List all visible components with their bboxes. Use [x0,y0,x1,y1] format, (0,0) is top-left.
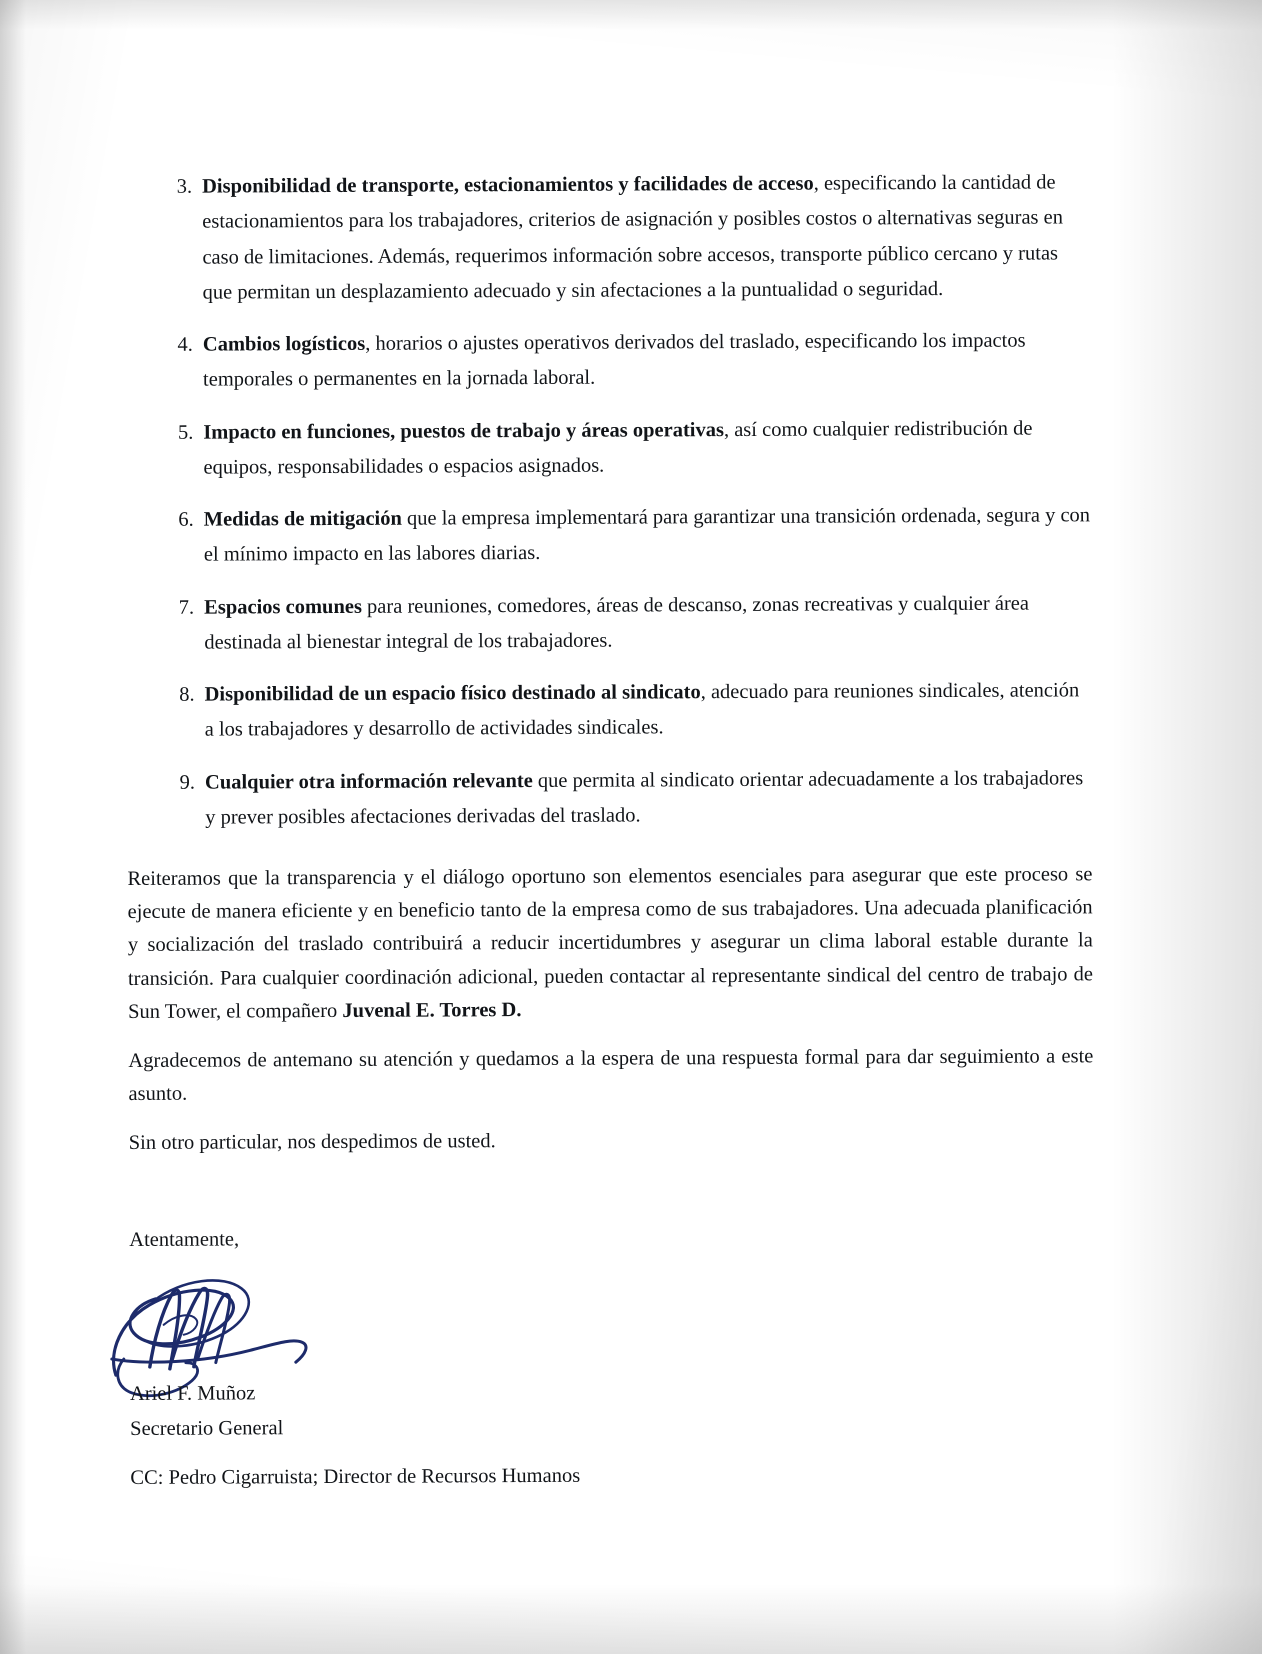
list-item-bold-lead: Medidas de mitigación [203,507,402,531]
list-item-bold-lead: Cambios logísticos [202,332,366,356]
signer-title: Secretario General [130,1417,284,1441]
signature-block [129,1220,1095,1494]
list-item-bold-lead: Espacios comunes [204,595,362,619]
list-item-rest: , así como cualquier redistribución de equipos, responsabilidades o espacios asignados. [203,417,1033,479]
scan-edge-right [1112,0,1262,1654]
list-item-text [202,165,1090,310]
list-item-number: 3. [176,175,193,198]
list-item [124,165,1090,311]
signature-salutation: Atentamente, [129,1228,240,1251]
list-item [126,586,1091,661]
list-item-text [204,673,1091,748]
list-item-text [203,323,1090,398]
closing-paragraph-2: Agradecemos de antemano su atención y quedamos a la espera de una respuesta formal para dar seguimiento a este asunto. [128,1045,1094,1106]
list-item-number: 9. [179,771,196,794]
closing-paragraph-3: Sin otro particular, nos despedimos de usted. [128,1130,496,1155]
handwritten-signature [129,1260,470,1380]
requirements-list [124,165,1092,836]
scan-edge-left [0,0,26,1654]
closing-paragraph-1-text: Reiteramos que la transparencia y el diálogo oportuno son elementos esenciales para asegurar que este proceso se ejecute de manera eficiente y en beneficio tanto de la empresa como de sus trabajadores. Una adecuada planificación y socialización del traslado contribuirá a reducir incertidumbres y asegurar un clima laboral estable durante la transición. Para cualquier coordinación adicional, pueden contactar al representante sindical del centro de trabajo de Sun Tower, el compañero [127,863,1093,1023]
closing-paragraph-1 [127,858,1093,1029]
list-item-rest: para reuniones, comedores, áreas de descanso, zonas recreativas y cualquier área destinada al bienestar integral de los trabajadores. [204,592,1030,654]
scan-edge-top [0,0,1262,30]
list-item-number: 4. [177,333,193,356]
list-item-number: 7. [178,596,195,619]
list-item-number: 5. [177,421,194,444]
list-item-rest: , especificando la cantidad de estacionamientos para los trabajadores, criterios de asignación y posibles costos o alternativas seguras en caso de limitaciones. Además, requerimos información sobre accesos, transporte público cercano y rutas que permitan un desplazamiento adecuado y sin afectaciones a la puntualidad o seguridad. [202,171,1064,304]
list-item [126,673,1091,748]
list-item-number: 8. [179,683,195,706]
list-item-rest: , horarios o ajustes operativos derivados del traslado, especificando los impactos temporales o permanentes en la jornada laboral. [202,329,1026,391]
list-item-bold-lead: Cualquier otra información relevante [204,769,533,794]
list-item [125,411,1090,486]
list-item-bold-lead: Disponibilidad de un espacio físico destinado al sindicato [204,681,701,706]
list-item-number: 6. [178,508,194,531]
list-item-bold-lead: Disponibilidad de transporte, estacionamientos y facilidades de acceso [202,172,814,198]
scan-edge-bottom [0,1584,1262,1654]
list-item-text [204,498,1091,573]
contact-person-name: Juvenal E. Torres D. [342,998,522,1022]
list-item-bold-lead: Impacto en funciones, puestos de trabajo y áreas operativas [203,418,724,444]
signer-name: Ariel F. Muñoz [129,1382,256,1406]
list-item-rest: , adecuado para reuniones sindicales, atención a los trabajadores y desarrollo de actividades sindicales. [204,679,1080,741]
letter-body [124,165,1095,1493]
list-item [125,323,1090,398]
list-item-text [205,761,1092,836]
list-item [127,761,1092,836]
list-item [126,498,1091,573]
list-item-rest: que permita al sindicato orientar adecuadamente a los trabajadores y prever posibles afectaciones derivadas del traslado. [205,766,1084,829]
list-item-rest: que la empresa implementará para garantizar una transición ordenada, segura y con el mínimo impacto en las labores diarias. [203,504,1091,566]
list-item-text [204,586,1091,661]
cc-line: CC: Pedro Cigarruista; Director de Recursos Humanos [130,1464,581,1489]
list-item-text [203,411,1090,486]
